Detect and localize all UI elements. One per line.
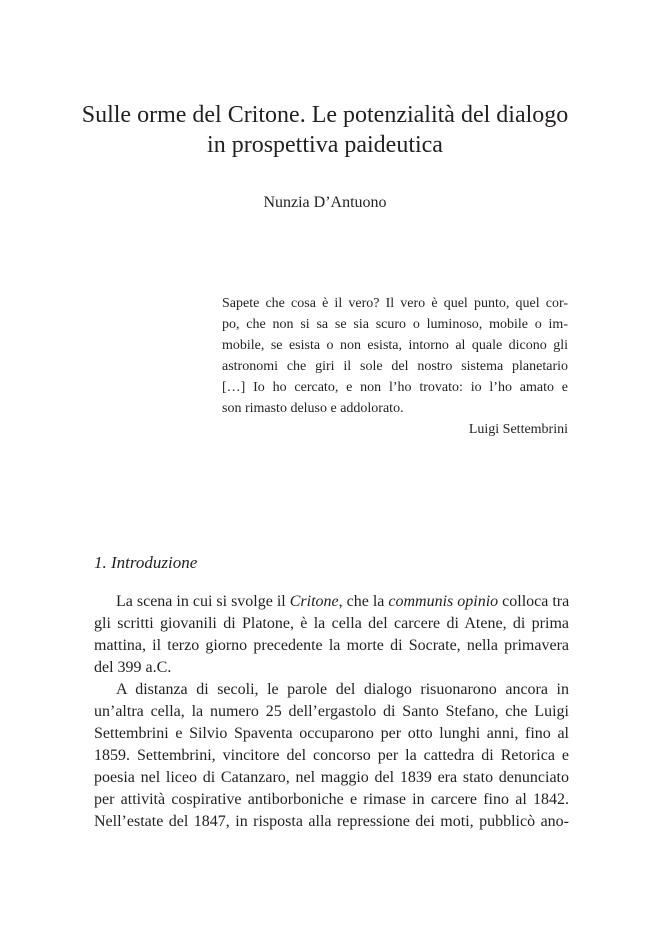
paragraph-1-line: del 399 a.C. bbox=[94, 659, 172, 676]
italic-title-critone: Critone bbox=[289, 593, 339, 610]
article-title bbox=[60, 100, 590, 160]
italic-latin-phrase: communis opinio bbox=[388, 593, 499, 610]
epigraph-quote bbox=[222, 293, 568, 419]
paragraph-2-line: Settembrini e Silvio Spaventa occuparono per otto lunghi anni, fino al bbox=[94, 725, 569, 742]
paragraph-2-line: 1859. Settembrini, vincitore del concorso per la cattedra di Retorica e bbox=[94, 747, 569, 764]
text-run: , che la bbox=[338, 593, 389, 610]
epigraph-line: Sapete che cosa è il vero? Il vero è quel punto, quel cor- bbox=[222, 296, 568, 311]
body-text bbox=[94, 591, 569, 833]
epigraph-line: po, che non si sa se sia scuro o luminoso, mobile o im- bbox=[222, 317, 568, 332]
paragraph-2-line: Nell’estate del 1847, in risposta alla repressione dei moti, pubblicò ano- bbox=[94, 813, 569, 830]
paragraph-1-line: mattina, il terzo giorno precedente la morte di Socrate, nella primavera bbox=[94, 637, 569, 654]
article-title-line-2: in prospettiva paideutica bbox=[207, 132, 443, 158]
epigraph-attribution: Luigi Settembrini bbox=[468, 422, 568, 437]
paragraph-2-line: un’altra cella, la numero 25 dell’ergastolo di Santo Stefano, che Luigi bbox=[94, 703, 569, 720]
epigraph-line: […] Io ho cercato, e non l’ho trovato: io l’ho amato e bbox=[222, 380, 568, 395]
paragraph-2-line: per attività cospirative antiborboniche e rimase in carcere fino al 1842. bbox=[94, 791, 569, 808]
paragraph-1-line bbox=[94, 591, 569, 613]
paragraph-2-line: poesia nel liceo di Catanzaro, nel maggio del 1839 era stato denunciato bbox=[94, 769, 569, 786]
paragraph-2-line: A distanza di secoli, le parole del dialogo risuonarono ancora in bbox=[116, 681, 569, 698]
epigraph-line: astronomi che giri il sole del nostro sistema planetario bbox=[222, 359, 568, 374]
article-title-line-1: Sulle orme del Critone. Le potenzialità del dialogo bbox=[81, 102, 569, 128]
section-heading: 1. Introduzione bbox=[94, 553, 198, 572]
epigraph-line: mobile, se esista o non esista, intorno al quale dicono gli bbox=[222, 338, 568, 353]
text-run: La scena in cui si svolge il bbox=[116, 593, 290, 610]
epigraph-line: son rimasto deluso e addolorato. bbox=[222, 401, 404, 416]
paragraph-1-line: gli scritti giovanili di Platone, è la cella del carcere di Atene, di prima bbox=[94, 615, 569, 632]
author-name: Nunzia D’Antuono bbox=[263, 194, 387, 211]
text-run: colloca tra bbox=[498, 593, 570, 610]
